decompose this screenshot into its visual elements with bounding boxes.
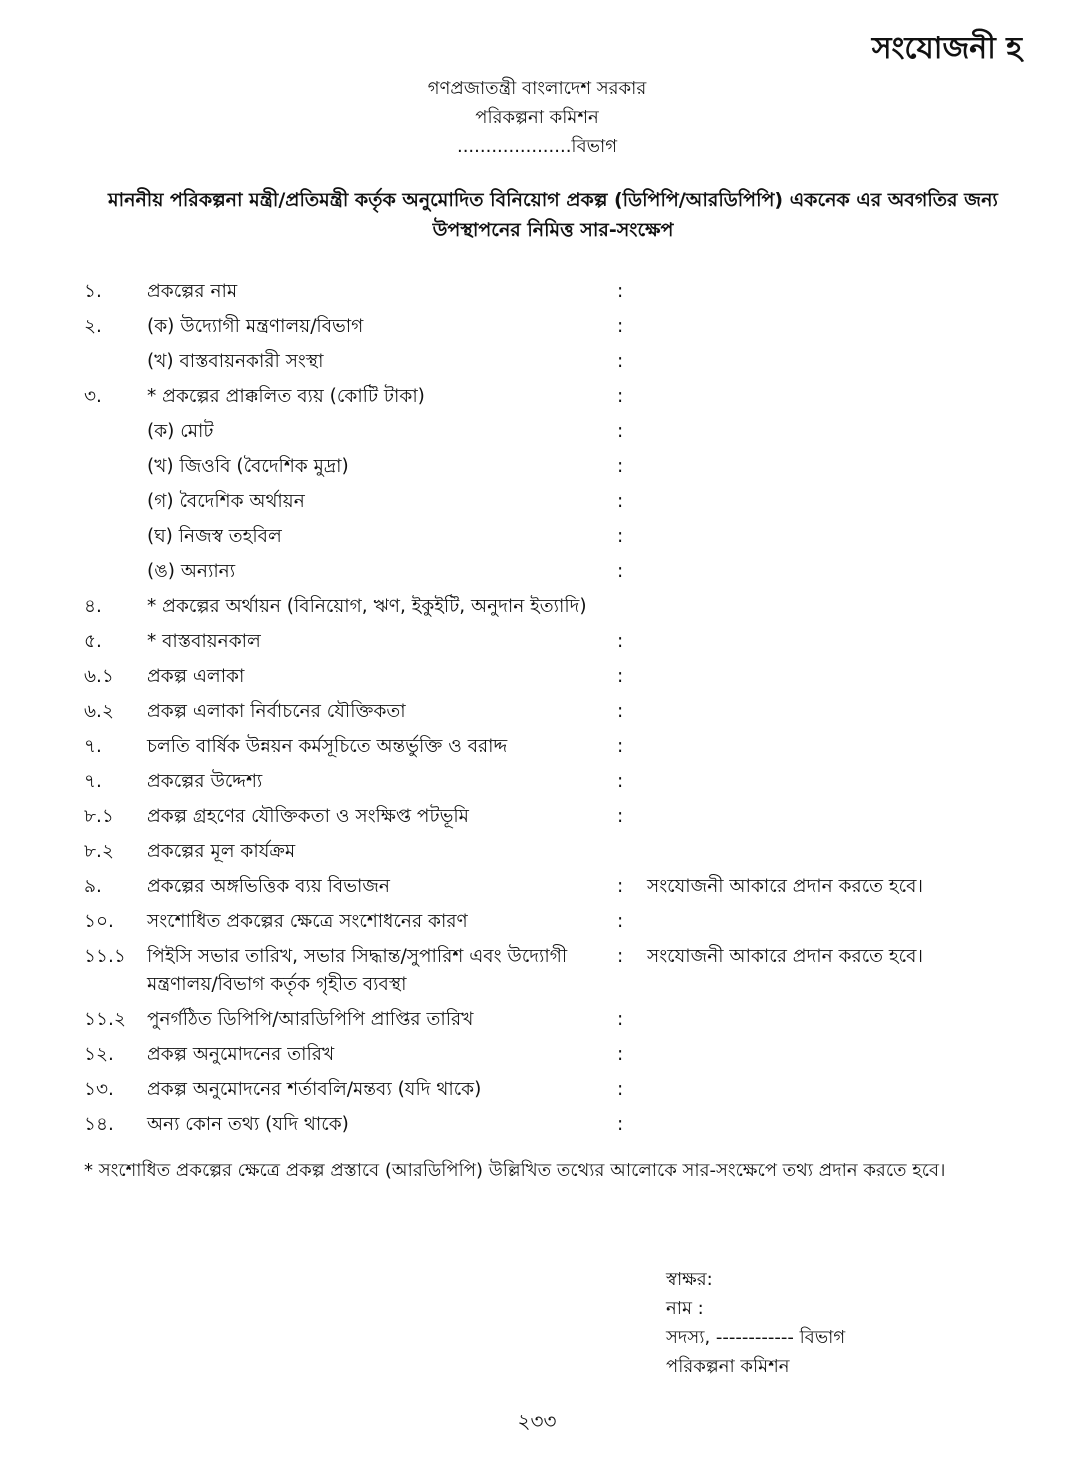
row-colon: :	[617, 666, 624, 687]
signature-block	[666, 1265, 1022, 1381]
row-value	[647, 695, 1022, 702]
row-colon: :	[617, 911, 624, 932]
row-label: * প্রকল্পের অর্থায়ন (বিনিয়োগ, ঋণ, ইকুইটি, অনুদান ইত্যাদি)	[147, 596, 587, 617]
row-value	[647, 625, 1022, 632]
row-number: ৮.২	[84, 841, 114, 862]
row-colon: :	[617, 631, 624, 652]
row-value	[647, 730, 1022, 737]
form-row	[84, 520, 1022, 555]
row-colon: :	[617, 701, 624, 722]
form-row	[84, 625, 1022, 660]
row-number	[84, 415, 147, 422]
row-colon	[617, 835, 647, 842]
row-value	[647, 1038, 1022, 1045]
row-number: ১১.১	[84, 946, 126, 967]
row-label: প্রকল্পের উদ্দেশ্য	[147, 771, 263, 792]
form-row	[84, 940, 1022, 1003]
row-value	[647, 1003, 1022, 1010]
row-value: সংযোজনী আকারে প্রদান করতে হবে।	[647, 946, 923, 967]
row-value	[647, 485, 1022, 492]
row-colon: :	[617, 456, 624, 477]
member-label: সদস্য, ------------ বিভাগ	[666, 1327, 846, 1348]
form-row	[84, 310, 1022, 345]
header-commission: পরিকল্পনা কমিশন	[475, 107, 599, 128]
row-colon: :	[617, 1114, 624, 1135]
form-row	[84, 485, 1022, 520]
row-value	[647, 1073, 1022, 1080]
row-value	[647, 380, 1022, 387]
row-label: (গ) বৈদেশিক অর্থায়ন	[147, 491, 305, 512]
row-label: (ঙ) অন্যান্য	[147, 561, 236, 582]
row-label: প্রকল্পের মূল কার্যক্রম	[147, 841, 296, 862]
row-value	[647, 835, 1022, 842]
form-fields	[84, 275, 1022, 1143]
form-row	[84, 555, 1022, 590]
row-colon: :	[617, 421, 624, 442]
form-row	[84, 1038, 1022, 1073]
form-row	[84, 730, 1022, 765]
form-row	[84, 870, 1022, 905]
row-number: ১২.	[84, 1044, 114, 1065]
row-label: প্রকল্প এলাকা	[147, 666, 245, 687]
row-value	[647, 765, 1022, 772]
row-label: অন্য কোন তথ্য (যদি থাকে)	[147, 1114, 349, 1135]
row-number	[84, 450, 147, 457]
row-number: ৩.	[84, 386, 102, 407]
row-label: চলতি বার্ষিক উন্নয়ন কর্মসূচিতে অন্তর্ভুক্তি ও বরাদ্দ	[147, 736, 508, 757]
row-value	[647, 450, 1022, 457]
row-number: ৭.	[84, 771, 102, 792]
row-colon: :	[617, 351, 624, 372]
row-label: (ঘ) নিজস্ব তহবিল	[147, 526, 282, 547]
row-number: ১৪.	[84, 1114, 114, 1135]
form-row	[84, 450, 1022, 485]
row-number: ৫.	[84, 631, 102, 652]
row-colon: :	[617, 526, 624, 547]
row-number: ৭.	[84, 736, 102, 757]
row-label: (ক) মোট	[147, 421, 214, 442]
title-line-1: মাননীয় পরিকল্পনা মন্ত্রী/প্রতিমন্ত্রী কর্তৃক অনুমোদিত বিনিয়োগ প্রকল্প (ডিপিপি/আরডিপিপি) একনেক এর অবগতির জন্য	[108, 189, 998, 211]
document-header	[0, 74, 1074, 161]
row-colon: :	[617, 1009, 624, 1030]
form-row	[84, 345, 1022, 380]
form-row	[84, 765, 1022, 800]
row-number: ৬.২	[84, 701, 114, 722]
row-label: (খ) জিওবি (বৈদেশিক মুদ্রা)	[147, 456, 349, 477]
row-label: * প্রকল্পের প্রাক্কলিত ব্যয় (কোটি টাকা)	[147, 386, 425, 407]
row-label: (খ) বাস্তবায়নকারী সংস্থা	[147, 351, 324, 372]
row-colon: :	[617, 561, 624, 582]
row-value: সংযোজনী আকারে প্রদান করতে হবে।	[647, 876, 923, 897]
row-label: প্রকল্পের নাম	[147, 281, 238, 302]
form-row	[84, 415, 1022, 450]
row-label: পিইসি সভার তারিখ, সভার সিদ্ধান্ত/সুপারিশ এবং উদ্যোগী মন্ত্রণালয়/বিভাগ কর্তৃক গৃহীত ব্যবস্থা	[147, 946, 568, 995]
row-value	[647, 660, 1022, 667]
row-colon: :	[617, 736, 624, 757]
row-colon: :	[617, 491, 624, 512]
signature-label: স্বাক্ষর:	[666, 1269, 713, 1290]
row-number: ১৩.	[84, 1079, 114, 1100]
row-colon: :	[617, 386, 624, 407]
row-label: প্রকল্প এলাকা নির্বাচনের যৌক্তিকতা	[147, 701, 406, 722]
row-colon: :	[617, 946, 624, 967]
row-colon: :	[617, 316, 624, 337]
row-value	[647, 590, 1022, 597]
row-number	[84, 555, 147, 562]
row-number: ৬.১	[84, 666, 114, 687]
header-government: গণপ্রজাতন্ত্রী বাংলাদেশ সরকার	[427, 78, 647, 99]
row-number: ২.	[84, 316, 102, 337]
row-colon	[617, 590, 647, 597]
row-number	[84, 520, 147, 527]
form-row	[84, 590, 1022, 625]
row-label: প্রকল্পের অঙ্গভিত্তিক ব্যয় বিভাজন	[147, 876, 390, 897]
row-colon: :	[617, 281, 624, 302]
row-number: ১১.২	[84, 1009, 126, 1030]
row-colon: :	[617, 806, 624, 827]
row-number: ৪.	[84, 596, 102, 617]
row-label: * বাস্তবায়নকাল	[147, 631, 261, 652]
page-number: ২৩৩	[517, 1409, 557, 1433]
header-division: ....................বিভাগ	[456, 136, 618, 157]
form-row	[84, 905, 1022, 940]
form-row	[84, 1108, 1022, 1143]
form-row	[84, 1073, 1022, 1108]
row-label: সংশোধিত প্রকল্পের ক্ষেত্রে সংশোধনের কারণ	[147, 911, 468, 932]
form-row	[84, 1003, 1022, 1038]
row-number: ৮.১	[84, 806, 114, 827]
form-row	[84, 275, 1022, 310]
row-label: (ক) উদ্যোগী মন্ত্রণালয়/বিভাগ	[147, 316, 364, 337]
row-value	[647, 310, 1022, 317]
row-colon: :	[617, 1044, 624, 1065]
row-label: পুনর্গঠিত ডিপিপি/আরডিপিপি প্রাপ্তির তারিখ	[147, 1009, 474, 1030]
document-title	[84, 185, 1022, 245]
row-number	[84, 485, 147, 492]
row-colon: :	[617, 876, 624, 897]
form-row	[84, 835, 1022, 870]
row-colon: :	[617, 771, 624, 792]
form-row	[84, 800, 1022, 835]
row-number: ৯.	[84, 876, 102, 897]
row-number: ১০.	[84, 911, 114, 932]
row-value	[647, 345, 1022, 352]
row-colon: :	[617, 1079, 624, 1100]
row-number: ১.	[84, 281, 102, 302]
row-label: প্রকল্প অনুমোদনের শর্তাবলি/মন্তব্য (যদি থাকে)	[147, 1079, 482, 1100]
row-number	[84, 345, 147, 352]
form-row	[84, 380, 1022, 415]
row-value	[647, 275, 1022, 282]
row-value	[647, 800, 1022, 807]
organization-label: পরিকল্পনা কমিশন	[666, 1356, 790, 1377]
row-label: প্রকল্প গ্রহণের যৌক্তিকতা ও সংক্ষিপ্ত পটভূমি	[147, 806, 469, 827]
form-row	[84, 695, 1022, 730]
form-row	[84, 660, 1022, 695]
row-value	[647, 905, 1022, 912]
name-label: নাম :	[666, 1298, 704, 1319]
footnote: * সংশোধিত প্রকল্পের ক্ষেত্রে প্রকল্প প্রস্তাবে (আরডিপিপি) উল্লিখিত তথ্যের আলোকে সার-সংক্ষেপে তথ্য প্রদান করতে হবে।	[84, 1160, 946, 1181]
row-label: প্রকল্প অনুমোদনের তারিখ	[147, 1044, 335, 1065]
row-value	[647, 520, 1022, 527]
title-line-2: উপস্থাপনের নিমিত্ত সার-সংক্ষেপ	[432, 219, 674, 241]
row-value	[647, 1108, 1022, 1115]
row-value	[647, 555, 1022, 562]
annex-label: সংযোজনী হ	[871, 31, 1022, 66]
row-value	[647, 415, 1022, 422]
